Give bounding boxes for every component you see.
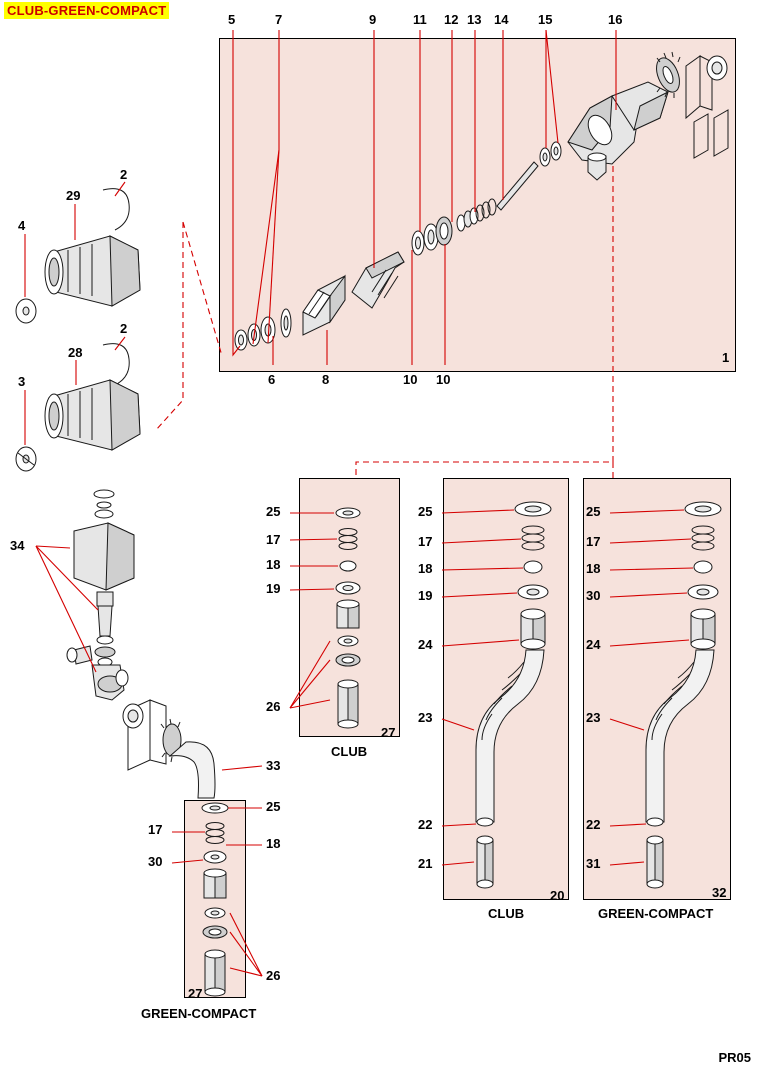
callout-gc-large-23: 23 [586, 710, 601, 725]
callout-33: 33 [266, 758, 281, 773]
callout-gc-large-30: 30 [586, 588, 601, 603]
callout-gc-large-24: 24 [586, 637, 601, 652]
caption-green-compact-small: GREEN-COMPACT [141, 1006, 257, 1021]
callout-gc-small-17: 17 [148, 822, 163, 837]
callout-club-large-23: 23 [418, 710, 433, 725]
panel-green-compact-small [184, 800, 246, 998]
panel-number-27-club: 27 [381, 725, 396, 740]
callout-club-large-25: 25 [418, 504, 433, 519]
part-29-assembly [16, 189, 140, 323]
callout-club-small-26: 26 [266, 699, 281, 714]
callout-club-large-24: 24 [418, 637, 433, 652]
panel-number-1: 1 [722, 350, 730, 365]
callout-29: 29 [66, 188, 81, 203]
callout-9: 9 [369, 12, 377, 27]
callout-gc-small-30: 30 [148, 854, 163, 869]
callout-13: 13 [467, 12, 482, 27]
callout-16: 16 [608, 12, 623, 27]
callout-club-small-19: 19 [266, 581, 281, 596]
callout-2-upper: 2 [120, 167, 128, 182]
callout-34: 34 [10, 538, 25, 553]
callout-club-small-25: 25 [266, 504, 281, 519]
part-34-assembly [67, 490, 215, 798]
panel-green-compact-large [583, 478, 731, 900]
callout-11: 11 [413, 12, 427, 27]
footer-code: PR05 [718, 1050, 751, 1065]
callout-gc-small-18: 18 [266, 836, 281, 851]
callout-gc-large-17: 17 [586, 534, 601, 549]
panel-main [219, 38, 736, 372]
callout-gc-large-18: 18 [586, 561, 601, 576]
panel-number-32: 32 [712, 885, 727, 900]
panel-number-20: 20 [550, 888, 565, 903]
callout-club-small-18: 18 [266, 557, 281, 572]
callout-gc-large-22: 22 [586, 817, 601, 832]
callout-3: 3 [18, 374, 26, 389]
panel-club-small [299, 478, 400, 737]
callout-12: 12 [444, 12, 459, 27]
callout-gc-large-31: 31 [586, 856, 601, 871]
callout-club-large-17: 17 [418, 534, 433, 549]
callout-gc-small-26: 26 [266, 968, 281, 983]
callout-8: 8 [322, 372, 330, 387]
callout-2-lower: 2 [120, 321, 128, 336]
callout-6: 6 [268, 372, 276, 387]
panel-number-27-gc: 27 [188, 986, 203, 1001]
callout-club-large-19: 19 [418, 588, 433, 603]
dashed-connector-left [156, 222, 183, 430]
callout-club-large-22: 22 [418, 817, 433, 832]
callout-gc-large-25: 25 [586, 504, 601, 519]
callout-14: 14 [494, 12, 509, 27]
panel-club-large [443, 478, 569, 900]
callout-10-b: 10 [436, 372, 451, 387]
caption-green-compact-large: GREEN-COMPACT [598, 906, 714, 921]
callout-15: 15 [538, 12, 553, 27]
diagram-title: CLUB-GREEN-COMPACT [4, 2, 169, 19]
callout-club-large-18: 18 [418, 561, 433, 576]
callout-7: 7 [275, 12, 283, 27]
callout-club-large-21: 21 [418, 856, 433, 871]
callout-28: 28 [68, 345, 83, 360]
caption-club-large: CLUB [488, 906, 525, 921]
part-28-assembly [16, 344, 140, 471]
callout-club-small-17: 17 [266, 532, 281, 547]
callout-gc-small-25: 25 [266, 799, 281, 814]
callout-10-a: 10 [403, 372, 418, 387]
leader-lines-34 [36, 546, 262, 770]
callout-4: 4 [18, 218, 26, 233]
caption-club-small: CLUB [331, 744, 368, 759]
callout-5: 5 [228, 12, 236, 27]
